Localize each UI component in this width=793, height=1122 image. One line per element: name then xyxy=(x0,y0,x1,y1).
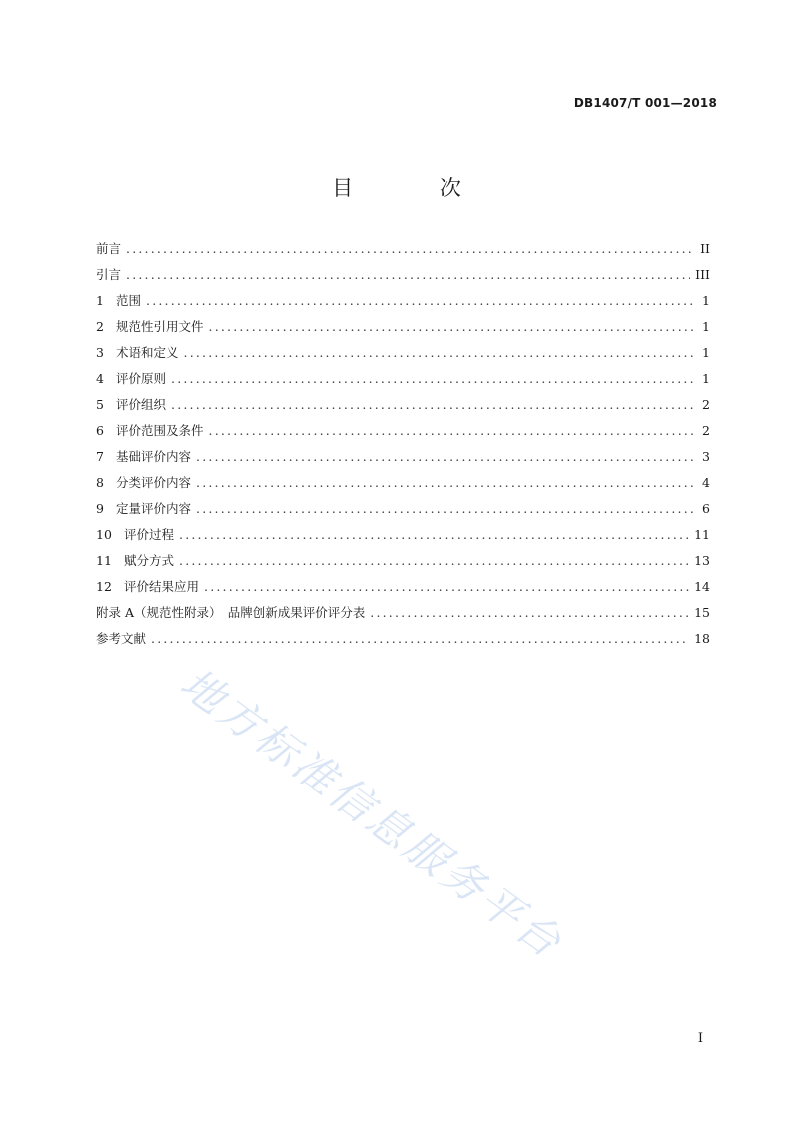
toc-entry-page: 1 xyxy=(702,293,710,308)
toc-entry-label: 引言 xyxy=(96,267,122,282)
toc-leader-dots xyxy=(179,522,689,548)
toc-leader-dots xyxy=(209,418,695,444)
toc-entry-page: 18 xyxy=(694,631,710,646)
toc-entry-number: 8 xyxy=(96,475,104,490)
toc-entry-page: 2 xyxy=(702,397,710,412)
document-code: DB1407/T 001—2018 xyxy=(573,96,717,110)
toc-entry-number: 1 xyxy=(96,293,104,308)
toc-entry-label: 赋分方式 xyxy=(124,553,175,568)
toc-entry-page: 6 xyxy=(702,501,710,516)
toc-leader-dots xyxy=(370,600,689,626)
toc-entry[interactable] xyxy=(96,548,710,574)
toc-entry[interactable] xyxy=(96,522,710,548)
toc-entry-number: 7 xyxy=(96,449,104,464)
toc-leader-dots xyxy=(146,288,695,314)
toc-leader-dots xyxy=(126,262,690,288)
toc-entry[interactable] xyxy=(96,236,710,262)
toc-leader-dots xyxy=(171,366,695,392)
toc-entry[interactable] xyxy=(96,600,710,626)
toc-entry-label: 参考文献 xyxy=(96,631,147,646)
page-title: 目 次 xyxy=(332,176,501,200)
toc-leader-dots xyxy=(126,236,695,262)
toc-entry-page: 1 xyxy=(702,371,710,386)
toc-entry-number: 10 xyxy=(96,527,112,542)
toc-entry[interactable] xyxy=(96,314,710,340)
toc-entry-label: 评价过程 xyxy=(124,527,175,542)
toc-entry[interactable] xyxy=(96,626,710,652)
toc-entry-page: 2 xyxy=(702,423,710,438)
toc-entry-label: 前言 xyxy=(96,241,122,256)
toc-leader-dots xyxy=(209,314,695,340)
toc-entry-label: 基础评价内容 xyxy=(116,449,192,464)
toc-entry-number: 3 xyxy=(96,345,104,360)
toc-entry[interactable] xyxy=(96,288,710,314)
toc-entry-page: 14 xyxy=(694,579,710,594)
toc-entry-number: 12 xyxy=(96,579,112,594)
toc-entry-number: 5 xyxy=(96,397,104,412)
toc-entry-label: 分类评价内容 xyxy=(116,475,192,490)
toc-entry[interactable] xyxy=(96,366,710,392)
toc-entry-page: 4 xyxy=(702,475,710,490)
toc-entry-label: 附录 A（规范性附录） 品牌创新成果评价评分表 xyxy=(96,605,366,620)
toc-entry[interactable] xyxy=(96,262,710,288)
toc-entry[interactable] xyxy=(96,574,710,600)
toc-entry[interactable] xyxy=(96,418,710,444)
toc-entry-number: 2 xyxy=(96,319,104,334)
toc-entry[interactable] xyxy=(96,444,710,470)
toc-entry-page: 1 xyxy=(702,319,710,334)
toc-entry-page: III xyxy=(695,267,710,282)
toc-entry[interactable] xyxy=(96,340,710,366)
toc-entry-page: II xyxy=(700,241,710,256)
toc-leader-dots xyxy=(184,340,695,366)
table-of-contents xyxy=(96,236,710,652)
page-number: I xyxy=(697,1031,703,1046)
toc-entry-label: 评价原则 xyxy=(116,371,167,386)
toc-entry-page: 3 xyxy=(702,449,710,464)
toc-entry-label: 术语和定义 xyxy=(116,345,179,360)
toc-leader-dots xyxy=(196,496,695,522)
toc-entry-page: 11 xyxy=(694,527,710,542)
toc-leader-dots xyxy=(179,548,689,574)
watermark: 地方标准信息服务平台 xyxy=(171,658,573,969)
toc-entry-number: 4 xyxy=(96,371,104,386)
toc-entry-label: 评价组织 xyxy=(116,397,167,412)
toc-entry-label: 规范性引用文件 xyxy=(116,319,204,334)
toc-entry-label: 定量评价内容 xyxy=(116,501,192,516)
toc-entry-label: 范围 xyxy=(116,293,142,308)
toc-leader-dots xyxy=(151,626,689,652)
toc-entry-page: 1 xyxy=(702,345,710,360)
toc-entry[interactable] xyxy=(96,496,710,522)
toc-entry-number: 11 xyxy=(96,553,112,568)
toc-entry-label: 评价结果应用 xyxy=(124,579,200,594)
toc-leader-dots xyxy=(204,574,689,600)
toc-entry[interactable] xyxy=(96,392,710,418)
toc-leader-dots xyxy=(196,470,695,496)
toc-entry-number: 9 xyxy=(96,501,104,516)
toc-entry-label: 评价范围及条件 xyxy=(116,423,204,438)
toc-entry-number: 6 xyxy=(96,423,104,438)
toc-entry[interactable] xyxy=(96,470,710,496)
toc-leader-dots xyxy=(171,392,695,418)
toc-entry-page: 15 xyxy=(694,605,710,620)
toc-entry-page: 13 xyxy=(694,553,710,568)
toc-leader-dots xyxy=(196,444,695,470)
